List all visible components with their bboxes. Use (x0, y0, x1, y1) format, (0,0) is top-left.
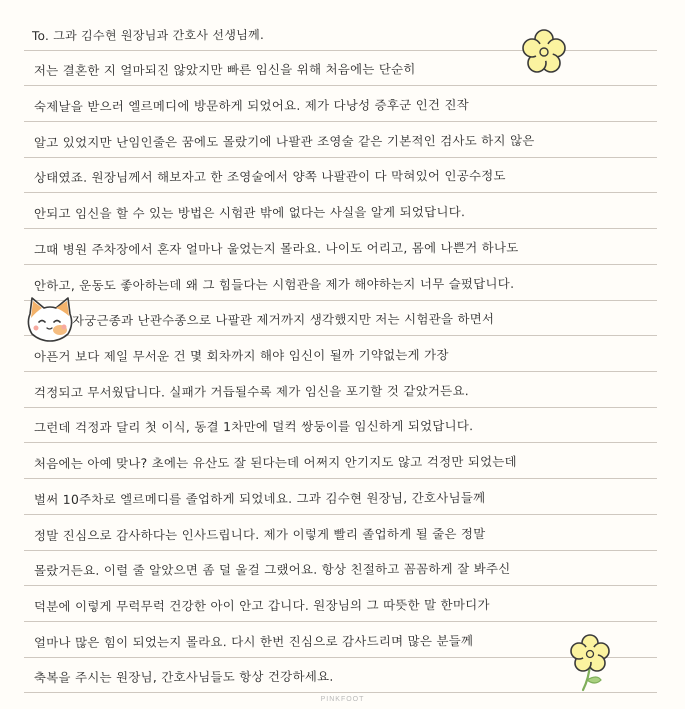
letter-line: 안하고, 운동도 좋아하는데 왜 그 힘들다는 시험관을 제가 해야하는지 너무 슬펐답니다. (33, 275, 515, 293)
ruled-line (24, 442, 657, 443)
ruled-line (24, 478, 657, 479)
letter-line: 처음에는 아예 맞나? 초에는 유산도 잘 된다는데 어쩌지 안기지도 않고 걱정만 되었는데 (33, 453, 517, 471)
letter-line: 저는 결혼한 지 얼마되진 않았지만 빠른 임신을 위해 처음에는 단순히 (33, 61, 416, 78)
cat-doodle-icon (22, 294, 78, 344)
letter-line: 안되고 임신을 할 수 있는 방법은 시험관 밖에 없다는 사실을 알게 되었답니다. (33, 204, 466, 221)
ruled-line (24, 264, 657, 265)
ruled-line (24, 550, 657, 551)
ruled-line (24, 585, 657, 586)
ruled-line (24, 121, 657, 122)
ruled-line (24, 300, 657, 301)
flower-stem-doodle-icon (565, 634, 615, 694)
ruled-line (24, 157, 657, 158)
flower-doodle-icon (520, 28, 568, 76)
letter-line: 아픈거 보다 제일 무서운 건 몇 회차까지 해야 임신이 될까 기약없는게 가장 (33, 347, 449, 364)
letter-line: 얼마나 많은 힘이 되었는지 몰라요. 다시 한번 진심으로 감사드리며 많은 분들께 (33, 633, 474, 650)
ruled-line (24, 85, 657, 86)
ruled-line (24, 192, 657, 193)
letter-line: 그런데 걱정과 달리 첫 이식, 동결 1차만에 덜컥 쌍둥이를 임신하게 되었답니다. (33, 418, 474, 435)
ruled-line (24, 407, 657, 408)
letter-line: 그때 병원 주차장에서 혼자 얼마나 울었는지 몰라요. 나이도 어리고, 몸에 나쁜거 하나도 (33, 239, 519, 257)
ruled-line (24, 621, 657, 622)
letter-line: 덕분에 이렇게 무럭무럭 건강한 아이 안고 갑니다. 원장님의 그 따뜻한 말 한마디가 (33, 597, 490, 614)
ruled-line (24, 335, 657, 336)
letter-line: 몰랐거든요. 이럴 줄 알았으면 좀 덜 울걸 그랬어요. 항상 친절하고 꼼꼼하게 잘 봐주신 (33, 560, 511, 578)
letter-line: 알고 있었지만 난임인줄은 꿈에도 몰랐기에 나팔관 조영술 같은 기본적인 검사도 하지 않은 (33, 132, 535, 150)
letter-line: 정말 진심으로 감사하다는 인사드립니다. 제가 이렇게 빨리 졸업하게 될 줄은 정말 (33, 526, 486, 543)
letter-line: 상태였죠. 원장님께서 해보자고 한 조영술에서 양쪽 나팔관이 다 막혀있어 인공수정도 (33, 167, 506, 185)
ruled-line (24, 228, 657, 229)
letter-greeting: To. 그과 김수현 원장님과 간호사 선생님께. (31, 27, 265, 43)
ruled-line (24, 371, 657, 372)
letter-line: 축복을 주시는 원장님, 간호사님들도 항상 건강하세요. (33, 668, 334, 685)
letter-line: 숙제날을 받으러 엘르메디에 방문하게 되었어요. 제가 다낭성 증후군 인건 진작 (33, 97, 470, 114)
ruled-line (24, 692, 657, 693)
ruled-line (24, 657, 657, 658)
letter-line: 걱정되고 무서웠답니다. 실패가 거듭될수록 제가 임신을 포기할 것 같았거든요. (33, 383, 470, 400)
letter-line: 자궁근종과 난관수종으로 나팔관 제거까지 생각했지만 저는 시험관을 하면서 (71, 311, 495, 328)
letter-line: 벌써 10주차로 엘르메디를 졸업하게 되었네요. 그과 김수현 원장님, 간호사님들께 (33, 490, 486, 507)
brand-footer: PINKFOOT (320, 696, 365, 703)
ruled-line (24, 514, 657, 515)
